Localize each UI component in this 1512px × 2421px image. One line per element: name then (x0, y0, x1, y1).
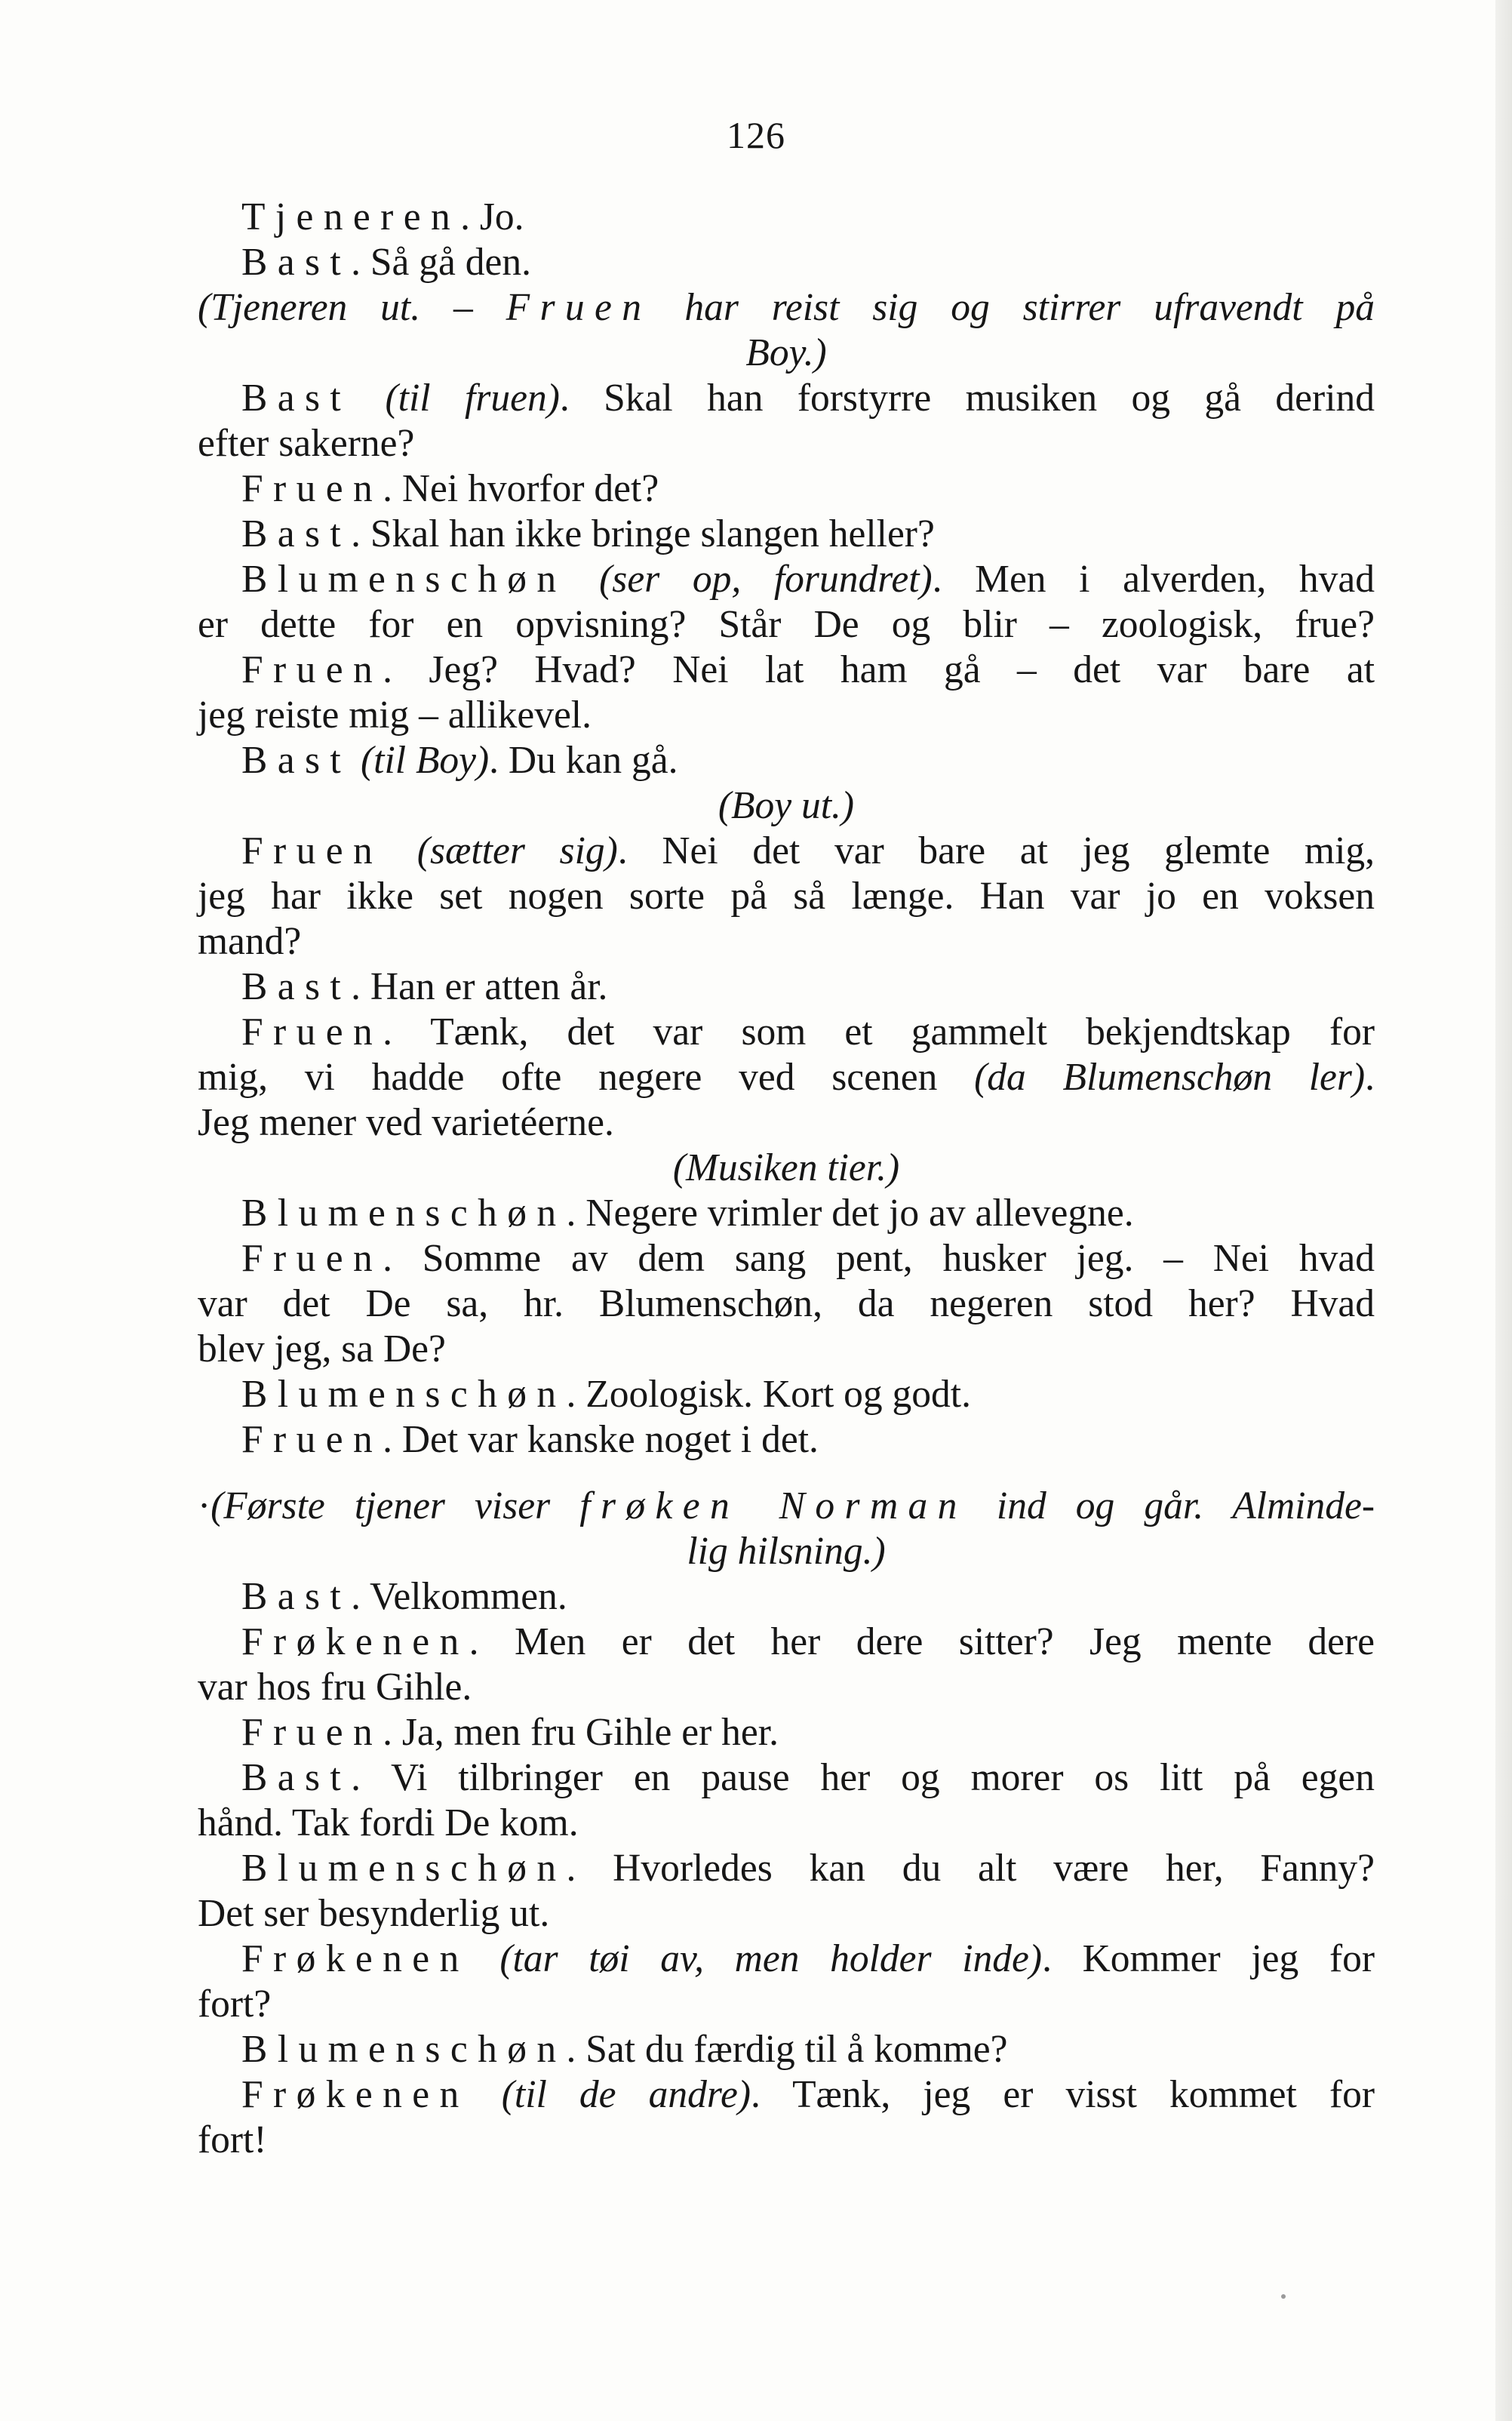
dialogue-text: . Velkommen. (351, 1575, 567, 1618)
dialogue-text: Det ser besynderlig ut. (198, 1892, 550, 1935)
text-line (198, 1665, 1375, 1710)
play-text (198, 195, 1375, 2163)
speaker-name: Fruen (506, 286, 652, 329)
dialogue-text: . Jo. (460, 195, 524, 238)
text-line (198, 1936, 1375, 1982)
text-line (198, 1191, 1375, 1236)
dialogue-text (469, 1937, 500, 1980)
dialogue-text: . Kommer jeg for (1042, 1937, 1375, 1980)
text-line (198, 331, 1375, 376)
text-line (198, 1010, 1375, 1055)
text-line (198, 738, 1375, 783)
dialogue-text: . Skal han forstyrre musiken og gå derind (559, 377, 1375, 420)
text-line (198, 829, 1375, 874)
stage-direction: (til fruen) (385, 377, 560, 420)
text-line (198, 2027, 1375, 2072)
text-line (198, 1100, 1375, 1146)
speaker-name: Frøkenen (241, 1937, 469, 1980)
dialogue-text (351, 377, 385, 420)
speaker-name: Fruen (241, 648, 383, 691)
stage-direction: (sætter sig) (416, 829, 618, 872)
speaker-name: Fruen (241, 467, 383, 510)
speaker-name: Frøkenen (241, 1620, 469, 1663)
dialogue-text (383, 829, 417, 872)
speaker-name: Fruen (241, 1237, 383, 1280)
text-line (198, 1620, 1375, 1665)
dialogue-text: . Du kan gå. (489, 739, 678, 782)
text-line (198, 512, 1375, 557)
text-line (198, 1755, 1375, 1801)
speaker-name: Blumenschøn (241, 558, 567, 601)
dialogue-text: var hos fru Gihle. (198, 1666, 472, 1709)
text-line (198, 421, 1375, 466)
dialogue-text: hånd. Tak fordi De kom. (198, 1801, 579, 1844)
text-line (198, 195, 1375, 240)
dialogue-text: . Jeg? Hvad? Nei lat ham gå – det var bare at (383, 648, 1375, 691)
page-number: 126 (727, 114, 785, 156)
dialogue-text: efter sakerne? (198, 422, 415, 465)
speaker-name: frøken Norman (579, 1484, 967, 1527)
text-line (198, 1055, 1375, 1100)
stage-direction: (Boy ut.) (718, 784, 855, 827)
dialogue-text: . Men i alverden, hvad (932, 558, 1375, 601)
stage-direction: (Musiken tier.) (672, 1146, 900, 1189)
text-line (198, 1372, 1375, 1417)
stage-direction: (til Boy) (361, 739, 490, 782)
speaker-name: Tjeneren (241, 195, 461, 238)
speaker-name: Fruen (241, 1011, 383, 1054)
speaker-name: Blumenschøn (241, 1192, 567, 1235)
dialogue-text: . Negere vrimler det jo av allevegne. (566, 1192, 1134, 1235)
dialogue-text: . Det var kanske noget i det. (383, 1418, 819, 1461)
dialogue-text: jeg reiste mig – allikevel. (198, 694, 592, 737)
dialogue-text: mig, vi hadde ofte negere ved scenen (198, 1056, 975, 1099)
speaker-name: Blumenschøn (241, 1373, 567, 1416)
scan-speck (1281, 2294, 1286, 2299)
text-line (198, 466, 1375, 512)
text-line (198, 1710, 1375, 1755)
dialogue-text: er dette for en opvisning? Står De og blir – zoologisk, frue? (198, 603, 1375, 646)
text-line (198, 1891, 1375, 1936)
speaker-name: Fruen (241, 1418, 383, 1461)
page-edge (1495, 0, 1512, 2421)
speaker-name: Fruen (241, 1711, 383, 1754)
speaker-name: Fruen (241, 829, 383, 872)
text-line (198, 1801, 1375, 1846)
stage-direction: (Tjeneren ut. – (198, 286, 506, 329)
stage-direction: ind og går. Alminde- (967, 1484, 1375, 1527)
stage-direction: (tar tøi av, men holder inde) (499, 1937, 1043, 1980)
dialogue-text: . Så gå den. (351, 241, 531, 284)
text-line (198, 1281, 1375, 1327)
speaker-name: Blumenschøn (241, 1847, 567, 1890)
speaker-name: Bast (241, 1575, 352, 1618)
text-line (198, 1327, 1375, 1372)
text-line (198, 602, 1375, 648)
dialogue-text: . Zoologisk. Kort og godt. (566, 1373, 971, 1416)
speaker-name: Blumenschøn (241, 2028, 567, 2071)
speaker-name: Bast (241, 241, 352, 284)
text-line (198, 2072, 1375, 2118)
dialogue-text: fort! (198, 2118, 267, 2161)
dialogue-text: . Han er atten år. (351, 965, 608, 1008)
text-line (198, 1574, 1375, 1620)
dialogue-text: Jeg mener ved varietéerne. (198, 1101, 614, 1144)
dialogue-text: fort? (198, 1983, 272, 2026)
text-line (198, 285, 1375, 331)
text-line (198, 1846, 1375, 1891)
dialogue-text (567, 558, 600, 601)
dialogue-text: . Ja, men fru Gihle er her. (383, 1711, 779, 1754)
text-line (198, 874, 1375, 919)
speaker-name: Frøkenen (241, 2073, 469, 2116)
text-line (198, 376, 1375, 421)
dialogue-text: . Sat du færdig til å komme? (566, 2028, 1008, 2071)
dialogue-text: · (198, 1484, 211, 1527)
stage-direction: har reist sig og stirrer ufravendt på (651, 286, 1375, 329)
dialogue-text: mand? (198, 920, 302, 963)
dialogue-text: . Somme av dem sang pent, husker jeg. – Nei hvad (383, 1237, 1375, 1280)
dialogue-text: . Men er det her dere sitter? Jeg mente dere (469, 1620, 1375, 1663)
speaker-name: Bast (241, 739, 352, 782)
text-line (198, 693, 1375, 738)
dialogue-text: jeg har ikke set nogen sorte på så længe. Han var jo en voksen (198, 875, 1375, 918)
text-line (198, 648, 1375, 693)
dialogue-text: . Vi tilbringer en pause her og morer os litt på egen (351, 1756, 1375, 1799)
stage-direction: (Første tjener viser (211, 1484, 580, 1527)
dialogue-text: . Tænk, jeg er visst kommet for (751, 2073, 1375, 2116)
dialogue-text: . Nei det var bare at jeg glemte mig, (617, 829, 1375, 872)
text-line (198, 964, 1375, 1010)
stage-direction: (ser op, forundret) (599, 558, 933, 601)
speaker-name: Bast (241, 965, 352, 1008)
text-line (198, 1146, 1375, 1191)
text-line (198, 1982, 1375, 2027)
speaker-name: Bast (241, 377, 352, 420)
stage-direction: lig hilsning.) (687, 1530, 886, 1573)
text-line (198, 1236, 1375, 1281)
dialogue-text: . Nei hvorfor det? (383, 467, 659, 510)
dialogue-text: . Skal han ikke bringe slangen heller? (351, 512, 935, 555)
stage-direction: (da Blumenschøn ler) (974, 1056, 1366, 1099)
text-line (198, 1417, 1375, 1463)
text-line (198, 919, 1375, 964)
text-line (198, 240, 1375, 285)
line-gap (198, 1463, 1375, 1484)
dialogue-text: blev jeg, sa De? (198, 1327, 446, 1370)
text-line (198, 2118, 1375, 2163)
speaker-name: Bast (241, 1756, 352, 1799)
dialogue-text: var det De sa, hr. Blumenschøn, da negeren stod her? Hvad (198, 1282, 1375, 1325)
dialogue-text: . (1365, 1056, 1375, 1099)
dialogue-text: . Hvorledes kan du alt være her, Fanny? (566, 1847, 1375, 1890)
text-line (198, 1529, 1375, 1574)
dialogue-text (351, 739, 361, 782)
text-line (198, 1484, 1375, 1529)
dialogue-text: . Tænk, det var som et gammelt bekjendtskap for (383, 1011, 1375, 1054)
text-line (198, 783, 1375, 829)
stage-direction: Boy.) (745, 331, 827, 374)
dialogue-text (469, 2073, 502, 2116)
speaker-name: Bast (241, 512, 352, 555)
text-line (198, 557, 1375, 602)
stage-direction: (til de andre) (501, 2073, 751, 2116)
